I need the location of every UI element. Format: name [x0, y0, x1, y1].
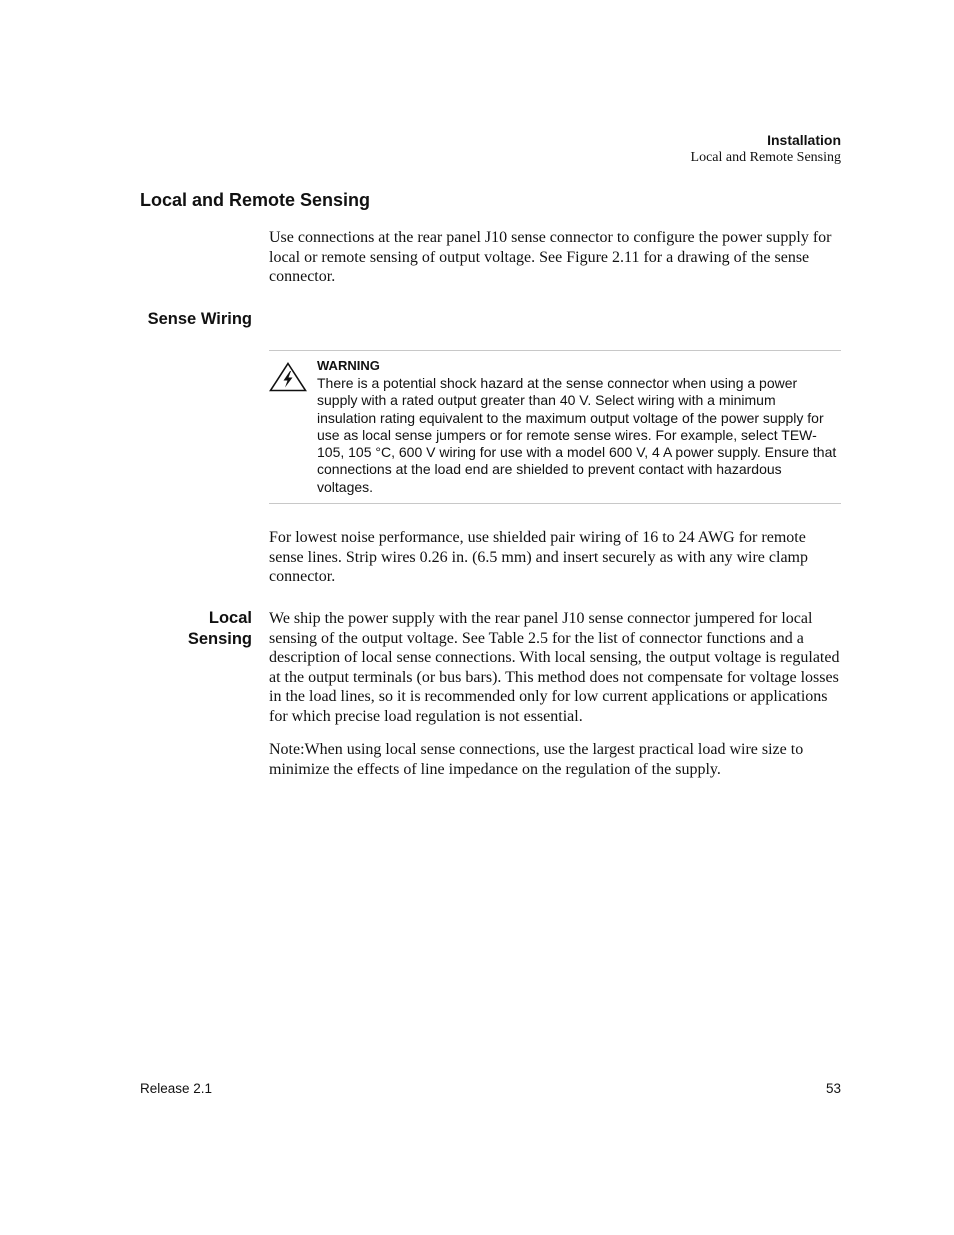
running-header	[691, 131, 841, 167]
running-header-section: Local and Remote Sensing	[690, 150, 841, 165]
local-sensing-heading	[188, 608, 252, 650]
warning-title: WARNING	[317, 358, 380, 373]
electrical-hazard-triangle-icon	[269, 362, 307, 392]
footer-page-number: 53	[825, 1081, 841, 1096]
warning-box	[269, 350, 841, 504]
footer-release: Release 2.1	[140, 1081, 213, 1096]
running-header-chapter: Installation	[767, 132, 841, 148]
local-sensing-note: Note:When using local sense connections, use the largest practical load wire size to minimize the effects of line impedance on the regulation of the supply.	[269, 741, 804, 778]
section-title: Local and Remote Sensing	[140, 190, 371, 210]
local-sensing-heading-line2: Sensing	[187, 630, 252, 648]
intro-paragraph: Use connections at the rear panel J10 sense connector to configure the power supply for local or remote sensing of output voltage. See Figure 2.11 for a drawing of the sense connector.	[269, 229, 832, 285]
warning-text: There is a potential shock hazard at the sense connector when using a power supply with a rated output greater than 40 V. Select wiring with a minimum insulation rating equivalent to the maximum output voltage of the power supply for use as local sense jumpers or for remote sense wires. For example, select TEW-105, 105 °C, 600 V wiring for use with a model 600 V, 4 A power supply. Ensure that connections at the load end are shielded to prevent contact with hazardous voltages.	[317, 375, 837, 495]
local-sensing-heading-line1: Local	[208, 609, 252, 627]
sense-wiring-paragraph: For lowest noise performance, use shielded pair wiring of 16 to 24 AWG for remote sense lines. Strip wires 0.26 in. (6.5 mm) and insert securely as with any wire clamp connector.	[269, 529, 808, 585]
sense-wiring-heading: Sense Wiring	[147, 310, 252, 328]
local-sensing-paragraph: We ship the power supply with the rear panel J10 sense connector jumpered for local sensing of the output voltage. See Table 2.5 for the list of connector functions and a description of local sense connections. With local sensing, the output voltage is regulated at the output terminals (or bus bars). This method does not compensate for voltage losses in the load lines, so it is recommended only for low current applications or applications for which precise load regulation is not essential.	[269, 610, 840, 725]
